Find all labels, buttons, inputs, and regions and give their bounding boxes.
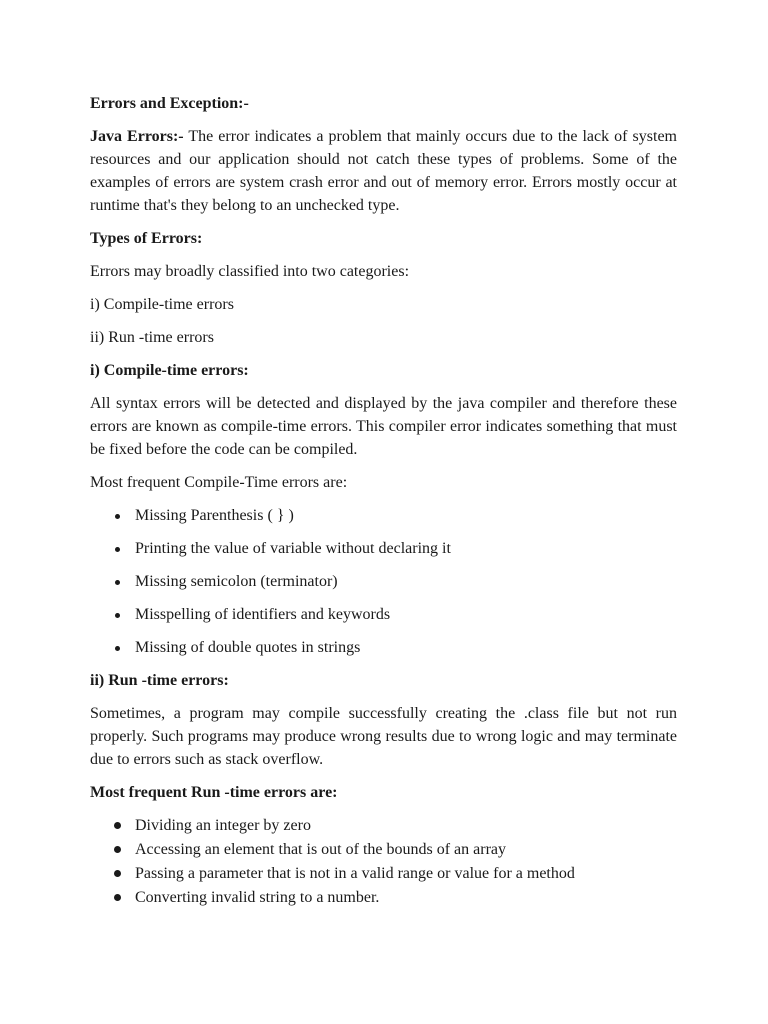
java-errors-text: The error indicates a problem that mainly occurs due to the lack of system resources and our application should not catch these types of problems. Some of the examples of errors are system crash error and out of memory error. Errors mostly occur at runtime that's they belong to an unchecked type. [90,128,677,214]
compile-time-heading: i) Compile-time errors: [90,362,249,379]
category-run-time: ii) Run -time errors [90,329,214,346]
compile-time-paragraph: All syntax errors will be detected and displayed by the java compiler and therefore these errors are known as compile-time errors. This compiler error indicates something that must be fixed before the code can be compiled. [90,395,677,458]
run-time-error-list [90,814,677,909]
list-item: Dividing an integer by zero [90,814,677,837]
java-errors-paragraph [90,125,677,217]
list-item: Misspelling of identifiers and keywords [90,603,677,626]
run-time-heading: ii) Run -time errors: [90,672,229,689]
compile-error-list [90,504,677,659]
document-title: Errors and Exception:- [90,95,249,112]
document-body [90,92,677,910]
list-item: Accessing an element that is out of the bounds of an array [90,838,677,861]
run-time-paragraph: Sometimes, a program may compile successfully creating the .class file but not run properly. Such programs may produce wrong results due to wrong logic and may terminate due to errors such as stack overflow. [90,705,677,768]
list-item: Missing of double quotes in strings [90,636,677,659]
list-item: Missing Parenthesis ( } ) [90,504,677,527]
run-time-list-heading: Most frequent Run -time errors are: [90,784,338,801]
list-item: Printing the value of variable without declaring it [90,537,677,560]
list-item: Missing semicolon (terminator) [90,570,677,593]
compile-list-intro: Most frequent Compile-Time errors are: [90,474,348,491]
types-intro: Errors may broadly classified into two categories: [90,263,410,280]
list-item: Passing a parameter that is not in a valid range or value for a method [90,862,677,885]
category-compile-time: i) Compile-time errors [90,296,234,313]
types-heading: Types of Errors: [90,230,203,247]
java-errors-lead: Java Errors:- [90,128,184,145]
list-item: Converting invalid string to a number. [90,886,677,909]
